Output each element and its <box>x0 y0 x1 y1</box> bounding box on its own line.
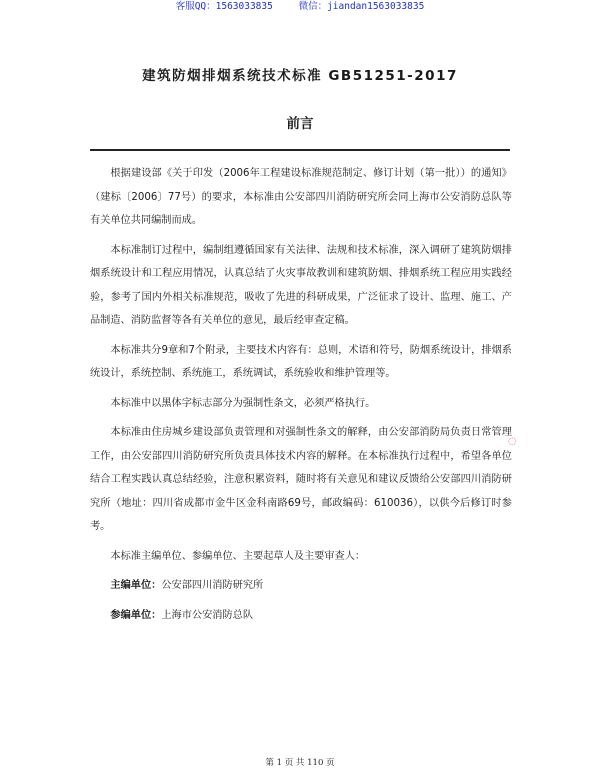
header-qq: 客服QQ：1563033835 <box>175 1 273 12</box>
participating-unit-label: 参编单位： <box>110 609 162 621</box>
paragraph: 本标准主编单位、参编单位、主要起草人及主要审查人： <box>110 550 366 562</box>
document-title: 建筑防烟排烟系统技术标准 GB51251-2017 <box>142 68 458 84</box>
margin-mark: ◌ <box>508 436 517 447</box>
paragraph: 本标准制订过程中，编制组遵循国家有关法律、法规和技术标准，深入调研了建筑防烟排烟系统设计和工程应用情况，认真总结了火灾事故教训和建筑防烟、排烟系统工程应用实践经验，参考了国内外相关标准规范，吸收了先进的科研成果，广泛征求了设计、监理、施工、产品制造、消防监督等各有关单位的意见，最后经审查定稿。 <box>90 244 512 326</box>
title-divider <box>90 149 510 151</box>
header-wechat: 微信：jiandan1563033835 <box>298 1 425 12</box>
paragraph: 本标准共分9章和7个附录，主要技术内容有：总则，术语和符号，防烟系统设计，排烟系统设计，系统控制、系统施工，系统调试，系统验收和维护管理等。 <box>90 344 512 379</box>
paragraph: 本标准中以黑体字标志部分为强制性条文，必须严格执行。 <box>110 397 376 409</box>
page-footer: 第 1 页 共 110 页 <box>265 758 335 768</box>
participating-unit-value: 上海市公安消防总队 <box>161 609 254 621</box>
paragraph: 本标准由住房城乡建设部负责管理和对强制性条文的解释，由公安部消防局负责日常管理工作，由公安部四川消防研究所负责具体技术内容的解释。在本标准执行过程中，希望各单位结合工程实践认真总结经验，注意积累资料，随时将有关意见和建议反馈给公安部四川消防研究所（地址：四川省成都市金牛区金科南路69号，邮政编码：610036），以供今后修订时参考。 <box>90 427 512 532</box>
chief-unit-value: 公安部四川消防研究所 <box>161 580 264 591</box>
page-header <box>0 0 600 14</box>
chief-unit-line <box>90 574 512 598</box>
document-body <box>90 162 512 633</box>
chief-unit-label: 主编单位： <box>110 580 162 591</box>
section-title: 前言 <box>286 116 314 132</box>
paragraph: 根据建设部《关于印发（2006年工程建设标准规范制定、修订计划（第一批））的通知》（建标〔2006〕77号）的要求，本标准由公安部四川消防研究所会同上海市公安消防总队等有关单位共同编制而成。 <box>90 168 512 226</box>
participating-unit-line <box>90 604 512 628</box>
